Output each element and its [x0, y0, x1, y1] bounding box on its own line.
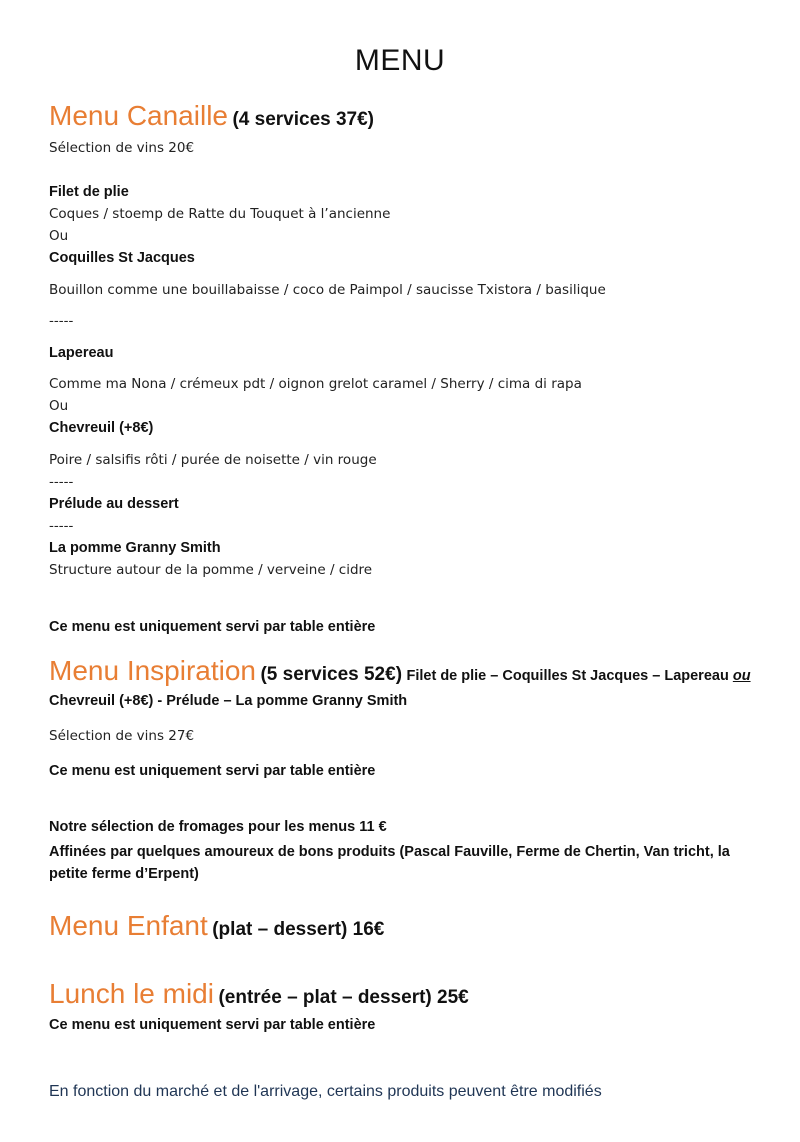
page-title: MENU	[354, 44, 446, 77]
dish-lapereau-desc: Comme ma Nona / crémeux pdt / oignon grelot caramel / Sherry / cima di rapa	[49, 376, 582, 392]
menu-inspiration-price: (5 services 52€)	[260, 664, 403, 685]
canaille-note: Ce menu est uniquement servi par table entière	[49, 619, 376, 635]
inspiration-courses-text: Filet de plie – Coquilles St Jacques – Lapereau	[406, 668, 729, 684]
dish-coquilles-desc: Bouillon comme une bouillabaisse / coco de Paimpol / saucisse Txistora / basilique	[49, 282, 606, 298]
separator: -----	[49, 518, 74, 534]
canaille-wine: Sélection de vins 20€	[49, 140, 195, 156]
dish-pomme: La pomme Granny Smith	[49, 540, 221, 556]
dish-prelude: Prélude au dessert	[49, 496, 179, 512]
dish-lapereau: Lapereau	[49, 345, 114, 361]
lunch-note: Ce menu est uniquement servi par table entière	[49, 1017, 376, 1033]
menu-enfant-price: (plat – dessert) 16€	[212, 919, 385, 940]
dish-filet-de-plie-desc: Coques / stoemp de Ratte du Touquet à l’ancienne	[49, 206, 391, 222]
menu-enfant-heading	[49, 910, 384, 942]
menu-canaille-name: Menu Canaille	[49, 100, 228, 131]
menu-inspiration-name: Menu Inspiration	[49, 655, 257, 686]
menu-enfant-name: Menu Enfant	[49, 910, 208, 941]
lunch-name: Lunch le midi	[49, 978, 214, 1009]
inspiration-wine: Sélection de vins 27€	[49, 728, 195, 744]
lunch-heading	[49, 978, 469, 1010]
inspiration-or: ou	[732, 668, 751, 684]
separator: -----	[49, 313, 74, 329]
cheese-producers: Affinées par quelques amoureux de bons produits (Pascal Fauville, Ferme de Chertin, Van tricht, la petite ferme d’Erpent)	[49, 844, 730, 882]
inspiration-note: Ce menu est uniquement servi par table entière	[49, 763, 376, 779]
dish-chevreuil-desc: Poire / salsifis rôti / purée de noisette / vin rouge	[49, 452, 377, 468]
separator: -----	[49, 474, 74, 490]
dish-chevreuil: Chevreuil (+8€)	[49, 420, 154, 436]
lunch-price: (entrée – plat – dessert) 25€	[218, 987, 469, 1008]
menu-inspiration-heading	[49, 655, 751, 687]
footer-note: En fonction du marché et de l'arrivage, certains produits peuvent être modifiés	[49, 1083, 602, 1100]
or-label: Ou	[49, 398, 69, 414]
inspiration-courses	[406, 668, 750, 684]
cheese-line: Notre sélection de fromages pour les menus 11 €	[49, 819, 387, 835]
dish-pomme-desc: Structure autour de la pomme / verveine / cidre	[49, 562, 373, 578]
inspiration-courses-cont: Chevreuil (+8€) - Prélude – La pomme Granny Smith	[49, 693, 408, 709]
dish-coquilles: Coquilles St Jacques	[49, 250, 195, 266]
menu-canaille-price: (4 services 37€)	[232, 109, 375, 130]
or-label: Ou	[49, 228, 69, 244]
menu-canaille-heading	[49, 100, 374, 132]
dish-filet-de-plie: Filet de plie	[49, 184, 129, 200]
